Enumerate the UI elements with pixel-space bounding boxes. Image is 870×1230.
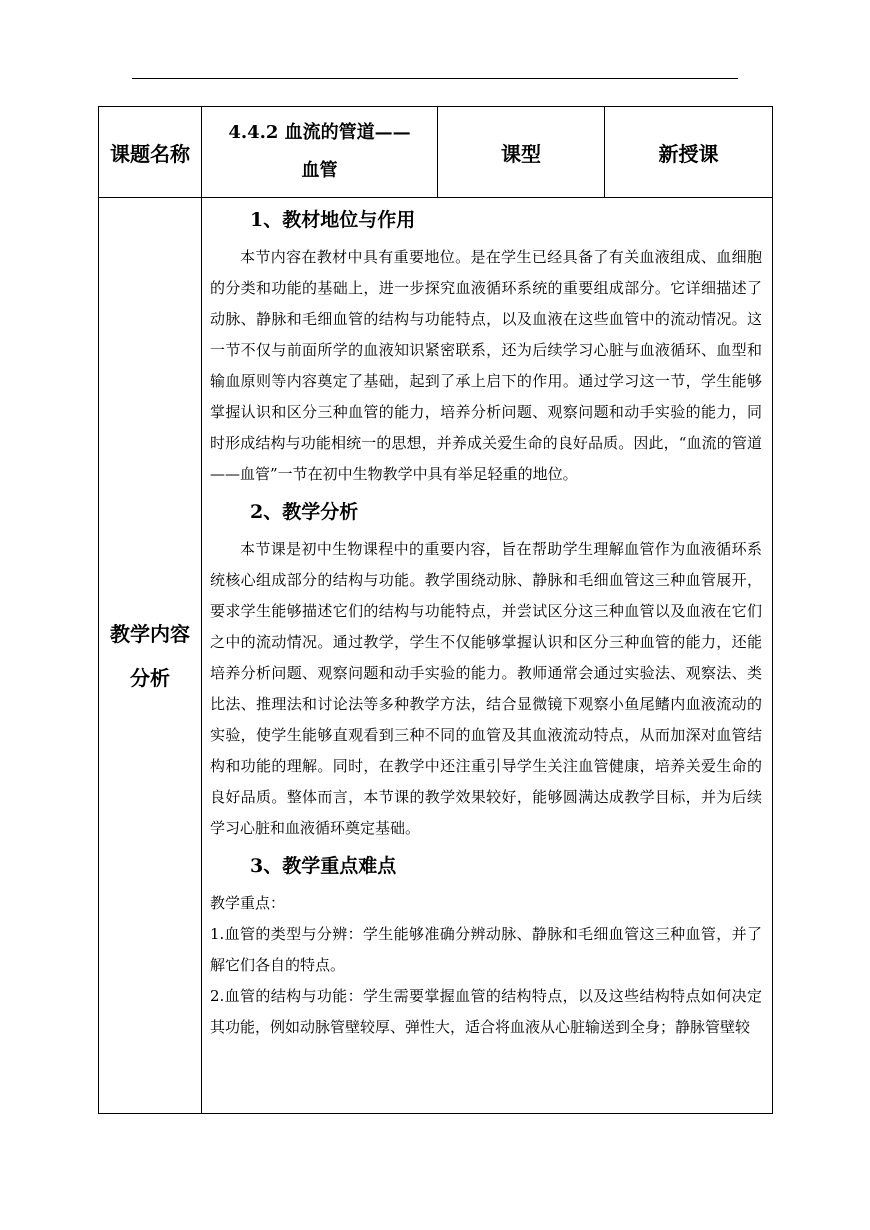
header-row: [99, 107, 773, 198]
section-paragraph-2: 本节课是初中生物课程中的重要内容，旨在帮助学生理解血管作为血液循环系统核心组成部分的结构与功能。教学围绕动脉、静脉和毛细血管这三种血管展开，要求学生能够描述它们的结构与功能特点，并尝试区分这三种血管以及血液在它们之中的流动情况。通过教学，学生不仅能够掌握认识和区分三种血管的能力，还能培养分析问题、观察问题和动手实验的能力。教师通常会通过实验法、观察法、类比法、推理法和讨论法等多种教学方法，结合显微镜下观察小鱼尾鳍内血液流动的实验，使学生能够直观看到三种不同的血管及其血液流动特点，从而加深对血管结构和功能的理解。同时，在教学中还注重引导学生关注血管健康，培养关爱生命的良好品质。整体而言，本节课的教学效果较好，能够圆满达成教学目标，并为后续学习心脏和血液循环奠定基础。: [210, 540, 762, 837]
topic-title-line1: 4.4.2 血流的管道——: [228, 122, 411, 143]
section-heading-2: 2、教学分析: [250, 501, 359, 523]
analysis-label: [99, 198, 202, 1114]
header-rule: [132, 78, 738, 79]
lesson-type-label: 课型: [438, 107, 605, 198]
section-heading-1: 1、教材地位与作用: [250, 209, 416, 231]
analysis-label-line2: 分析: [130, 665, 170, 690]
focus-item-2: 2.血管的结构与功能：学生需要掌握血管的结构特点，以及这些结构特点如何决定其功能，例如动脉管壁较厚、弹性大，适合将血液从心脏输送到全身；静脉管壁较: [210, 987, 762, 1036]
topic-title-line2: 血管: [301, 160, 338, 181]
topic-title: [202, 107, 438, 198]
topic-label: 课题名称: [99, 107, 202, 198]
section-paragraph-1: 本节内容在教材中具有重要地位。是在学生已经具备了有关血液组成、血细胞的分类和功能的基础上，进一步探究血液循环系统的重要组成部分。它详细描述了动脉、静脉和毛细血管的结构与功能特点，以及血液在这些血管中的流动情况。这一节不仅与前面所学的血液知识紧密联系，还为后续学习心脏与血液循环、血型和输血原则等内容奠定了基础，起到了承上启下的作用。通过学习这一节，学生能够掌握认识和区分三种血管的能力，培养分析问题、观察问题和动手实验的能力，同时形成结构与功能相统一的思想，并养成关爱生命的良好品质。因此，“血流的管道——血管”一节在初中生物教学中具有举足轻重的地位。: [210, 248, 762, 483]
focus-label: 教学重点：: [210, 894, 286, 912]
analysis-label-line1: 教学内容: [110, 621, 190, 646]
lesson-table: [98, 106, 773, 1114]
analysis-row: [99, 198, 773, 1114]
analysis-content: [202, 198, 773, 1114]
lesson-type-value: 新授课: [605, 107, 773, 198]
section-heading-3: 3、教学重点难点: [250, 855, 397, 877]
focus-item-1: 1.血管的类型与分辨：学生能够准确分辨动脉、静脉和毛细血管这三种血管，并了解它们各自的特点。: [210, 925, 762, 974]
